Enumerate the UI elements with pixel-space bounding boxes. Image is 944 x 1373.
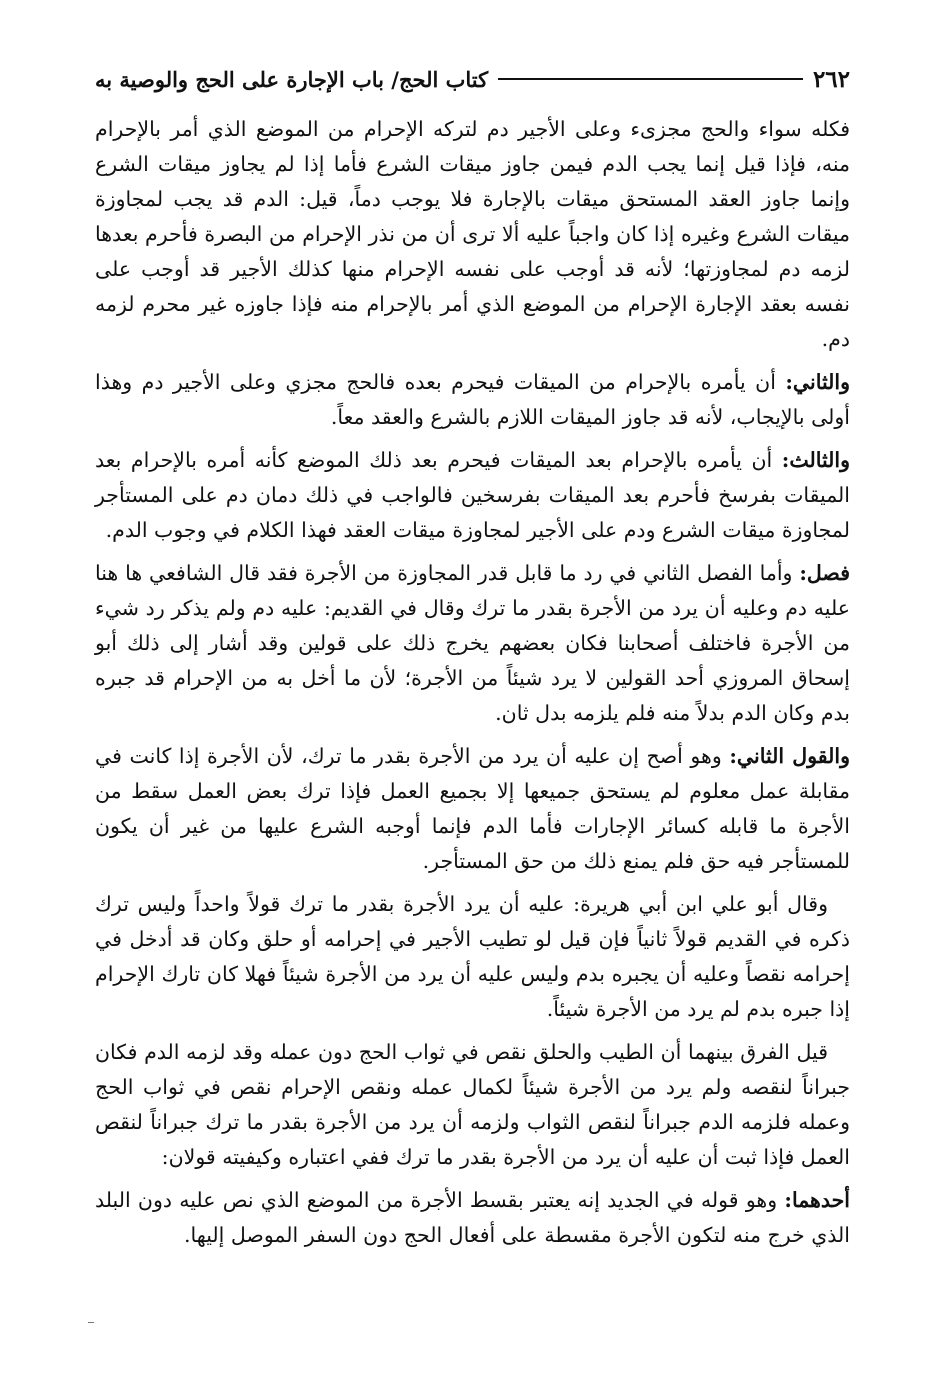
paragraph-text: أن يأمره بالإحرام بعد الميقات فيحرم بعد ذلك الموضع كأنه أمره بالإحرام بعد الميقات بفرسخ فأحرم بعد الميقات بفرسخين فالواجب في ذلك دمان دم على المستأجر لمجاوزة ميقات الشرع ودم على الأجير لمجاوزة ميقات العقد فهذا الكلام في وجوب الدم. xyxy=(95,448,850,542)
paragraph-text: قيل الفرق بينهما أن الطيب والحلق نقص في ثواب الحج دون عمله وقد لزمه الدم فكان جبراناً لنقصه ولم يرد من الأجرة شيئاً لكمال عمله ونقص الإحرام نقص في ثواب الحج وعمله فلزمه الدم جبراناً لنقص الثواب ولزمه أن يرد من الأجرة بقدر ما ترك جبراناً لنقص العمل فإذا ثبت أن عليه أن يرد من الأجرة بقدر ما ترك ففي اعتباره وكيفيته قولان: xyxy=(95,1040,850,1169)
paragraph xyxy=(95,887,850,1027)
paragraph xyxy=(95,1183,850,1253)
paragraph-text: وهو قوله في الجديد إنه يعتبر بقسط الأجرة من الموضع الذي نص عليه دون البلد الذي خرج منه لتكون الأجرة مقسطة على أفعال الحج دون السفر الموصل إليها. xyxy=(95,1188,850,1247)
paragraph-text: فكله سواء والحج مجزىء وعلى الأجير دم لتركه الإحرام من الموضع الذي أمر بالإحرام منه، فإذا قيل إنما يجب الدم فيمن جاوز ميقات الشرع فأما إذا لم يجاوز ميقات الشرع وإنما جاوز العقد المستحق ميقات بالإجارة فلا يوجب دماً، قيل: الدم قد يجب لمجاوزة ميقات الشرع وغيره إذا كان واجباً عليه ألا ترى أن من نذر الإحرام من البصرة فأحرم بعدها لزمه دم لمجاوزتها؛ لأنه قد أوجب على نفسه الإحرام منها كذلك الأجير قد أوجب على نفسه بعقد الإجارة الإحرام من الموضع الذي أمر بالإحرام منه فإذا جاوزه غير محرم لزمه دم. xyxy=(95,117,850,351)
paragraph-heading: والثاني: xyxy=(785,370,850,394)
paragraph-heading: أحدهما: xyxy=(784,1188,850,1212)
paragraph xyxy=(95,739,850,879)
paragraph-heading: والثالث: xyxy=(781,448,850,472)
page-body xyxy=(95,112,850,1253)
paragraph xyxy=(95,556,850,731)
chapter-title: كتاب الحج/ باب الإجارة على الحج والوصية به xyxy=(95,66,489,92)
paragraph-heading: فصل: xyxy=(799,561,850,585)
paragraph xyxy=(95,112,850,357)
header-rule xyxy=(498,78,803,80)
page-number: ٢٦٢ xyxy=(812,65,850,93)
paragraph xyxy=(95,443,850,548)
running-header xyxy=(95,62,850,96)
paragraph xyxy=(95,365,850,435)
paragraph-text: وأما الفصل الثاني في رد ما قابل قدر المجاوزة من الأجرة فقد قال الشافعي ها هنا عليه دم وعليه أن يرد من الأجرة بقدر ما ترك وقال في القديم: عليه دم ولم يذكر رد شيء من الأجرة فاختلف أصحابنا فكان بعضهم يخرج ذلك على قولين وقد أشار إلى ذلك أبو إسحاق المروزي أحد القولين لا يرد شيئاً من الأجرة؛ لأن ما أخل به من الإحرام قد جبره بدم وكان الدم بدلاً منه فلم يلزمه بدل ثان. xyxy=(95,561,850,725)
paragraph-text: وهو أصح إن عليه أن يرد من الأجرة بقدر ما ترك، لأن الأجرة إذا كانت في مقابلة عمل معلوم لم يستحق جميعها إلا بجميع العمل فإذا ترك بعض العمل سقط من الأجرة ما قابله كسائر الإجارات فأما الدم فإنما أوجبه الشرع عليها من غير أن يكون للمستأجر فيه حق فلم يمنع ذلك من حق المستأجر. xyxy=(95,744,850,873)
paragraph-text: وقال أبو علي ابن أبي هريرة: عليه أن يرد الأجرة بقدر ما ترك قولاً واحداً وليس ترك ذكره في القديم قولاً ثانياً فإن قيل لو تطيب الأجير في إحرامه أو حلق وكان قد أدخل في إحرامه نقصاً وعليه أن يجبره بدم وليس عليه أن يرد من الأجرة شيئاً فهلا كان تارك الإحرام إذا جبره بدم لم يرد من الأجرة شيئاً. xyxy=(95,892,850,1021)
paragraph xyxy=(95,1035,850,1175)
paragraph-text: أن يأمره بالإحرام من الميقات فيحرم بعده فالحج مجزي وعلى الأجير دم وهذا أولى بالإيجاب، لأنه قد جاوز الميقات اللازم بالشرع والعقد معاً. xyxy=(95,370,850,429)
scan-mark xyxy=(88,1322,94,1323)
paragraph-heading: والقول الثاني: xyxy=(729,744,850,768)
